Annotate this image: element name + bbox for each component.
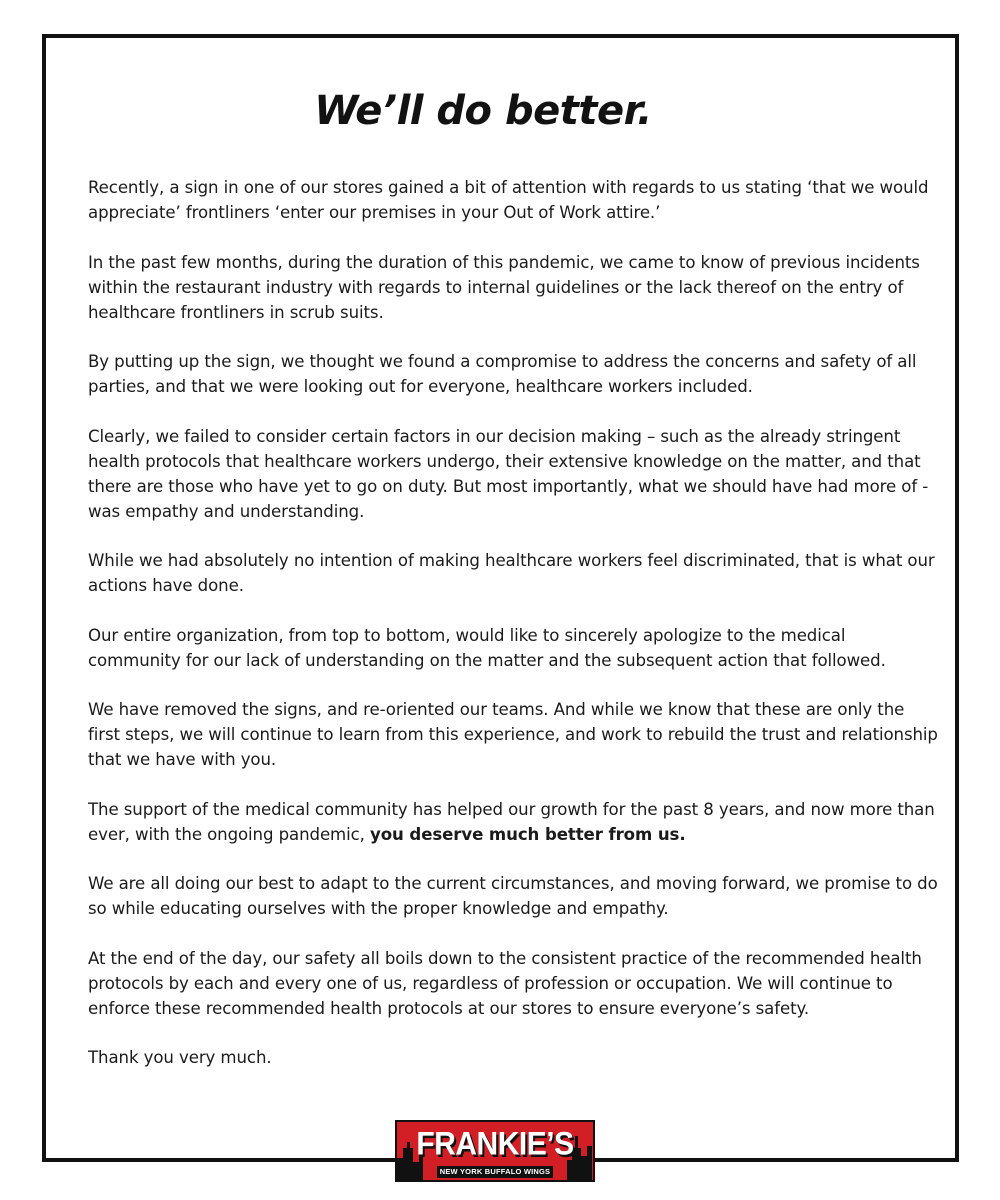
- paragraph: [88, 797, 938, 847]
- letter-title: We’ll do better.: [314, 88, 652, 134]
- paragraph-text: The support of the medical community has helped our growth for the past 8 years, and now more than ever, with the ongoing pandemic,: [88, 799, 935, 844]
- paragraph: [88, 424, 938, 524]
- paragraph: [88, 871, 938, 921]
- paragraph-text: Thank you very much.: [88, 1048, 272, 1067]
- logo-tagline: NEW YORK BUFFALO WINGS: [437, 1166, 553, 1178]
- paragraph: [88, 623, 938, 673]
- paragraph-text: Recently, a sign in one of our stores gained a bit of attention with regards to us stating ‘that we would appreciate’ frontliners ‘enter our premises in your Out of Work attire.’: [88, 178, 929, 222]
- paragraph-text: At the end of the day, our safety all boils down to the consistent practice of the recommended health protocols by each and every one of us, regardless of profession or occupation. We will continue to enforce these recommended health protocols at our stores to ensure everyone’s safety.: [88, 948, 922, 1018]
- paragraph-text: While we had absolutely no intention of making healthcare workers feel discriminated, that is what our actions have done.: [88, 551, 935, 595]
- paragraph-text: We have removed the signs, and re-oriented our teams. And while we know that these are only the first steps, we will continue to learn from this experience, and work to rebuild the trust and relationship that we have with you.: [88, 700, 938, 769]
- paragraph-text: Our entire organization, from top to bottom, would like to sincerely apologize to the medical community for our lack of understanding on the matter and the subsequent action that followed.: [88, 625, 886, 670]
- paragraph: [88, 946, 938, 1021]
- paragraph: [88, 697, 938, 772]
- paragraph-text: In the past few months, during the duration of this pandemic, we came to know of previous incidents within the restaurant industry with regards to internal guidelines or the lack thereof on the entry of healthcare frontliners in scrub suits.: [88, 252, 920, 322]
- paragraph: [88, 349, 938, 399]
- paragraph: [88, 1045, 938, 1070]
- emphasis-text: you deserve much better from us.: [370, 824, 686, 844]
- paragraph-text: By putting up the sign, we thought we found a compromise to address the concerns and safety of all parties, and that we were looking out for everyone, healthcare workers included.: [88, 352, 917, 396]
- paragraph-text: We are all doing our best to adapt to the current circumstances, and moving forward, we promise to do so while educating ourselves with the proper knowledge and empathy.: [88, 874, 938, 918]
- paragraph: [88, 175, 938, 225]
- frankies-logo: [395, 1120, 595, 1182]
- paragraph: [88, 250, 938, 325]
- logo-wordmark: FRANKIE’S: [416, 1126, 574, 1163]
- paragraph: [88, 548, 938, 598]
- letter-body: [88, 175, 938, 1095]
- paragraph-text: Clearly, we failed to consider certain factors in our decision making – such as the already stringent health protocols that healthcare workers undergo, their extensive knowledge on the matter, and that there are those who have yet to go on duty. But most importantly, what we should have had more of - was empathy and understanding.: [88, 426, 929, 521]
